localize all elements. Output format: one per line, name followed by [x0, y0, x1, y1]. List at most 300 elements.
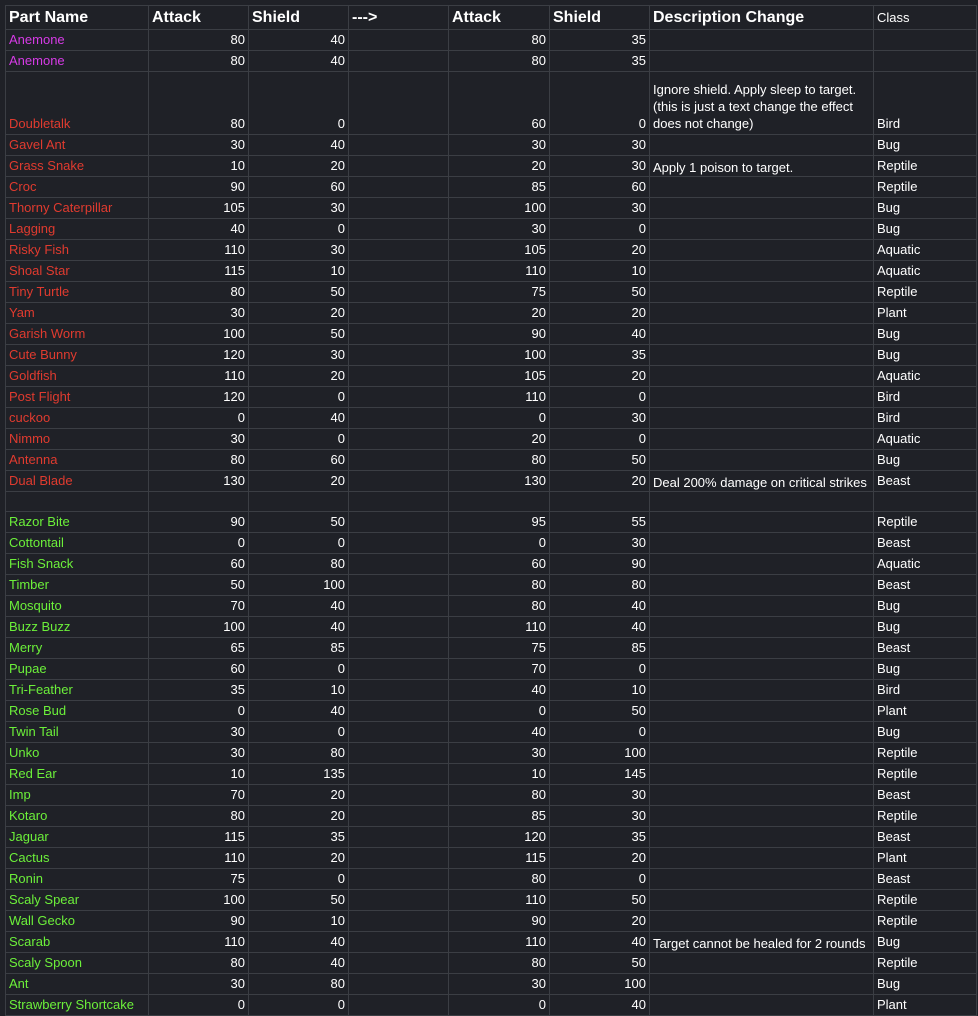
part-name-cell[interactable]: Tri-Feather — [6, 680, 149, 701]
class-cell[interactable]: Bug — [874, 219, 977, 240]
shield-new-cell[interactable]: 55 — [550, 512, 650, 533]
description-cell[interactable] — [650, 554, 874, 575]
shield-old-cell[interactable]: 30 — [249, 240, 349, 261]
arrow-cell[interactable] — [349, 722, 449, 743]
description-cell[interactable] — [650, 575, 874, 596]
attack-old-cell[interactable]: 105 — [149, 198, 249, 219]
part-name-cell[interactable]: Yam — [6, 303, 149, 324]
shield-new-cell[interactable]: 35 — [550, 345, 650, 366]
class-cell[interactable]: Plant — [874, 303, 977, 324]
arrow-cell[interactable] — [349, 72, 449, 135]
class-cell[interactable]: Plant — [874, 848, 977, 869]
arrow-cell[interactable] — [349, 764, 449, 785]
shield-old-cell[interactable]: 85 — [249, 638, 349, 659]
attack-new-cell[interactable]: 80 — [449, 575, 550, 596]
description-cell[interactable] — [650, 848, 874, 869]
attack-old-cell[interactable]: 70 — [149, 785, 249, 806]
part-name-cell[interactable] — [6, 492, 149, 512]
class-cell[interactable]: Plant — [874, 995, 977, 1016]
attack-old-cell[interactable]: 115 — [149, 261, 249, 282]
class-cell[interactable]: Bug — [874, 345, 977, 366]
attack-new-cell[interactable]: 80 — [449, 450, 550, 471]
shield-new-cell[interactable]: 30 — [550, 806, 650, 827]
arrow-cell[interactable] — [349, 680, 449, 701]
class-cell[interactable]: Bug — [874, 974, 977, 995]
part-name-cell[interactable]: Unko — [6, 743, 149, 764]
shield-new-cell[interactable]: 30 — [550, 198, 650, 219]
part-name-cell[interactable]: Tiny Turtle — [6, 282, 149, 303]
shield-new-cell[interactable]: 90 — [550, 554, 650, 575]
part-name-cell[interactable]: Cactus — [6, 848, 149, 869]
shield-old-cell[interactable]: 20 — [249, 471, 349, 492]
attack-old-cell[interactable]: 80 — [149, 806, 249, 827]
attack-new-cell[interactable]: 110 — [449, 617, 550, 638]
shield-new-cell[interactable]: 80 — [550, 575, 650, 596]
arrow-cell[interactable] — [349, 932, 449, 953]
attack-old-cell[interactable]: 0 — [149, 995, 249, 1016]
shield-old-cell[interactable]: 50 — [249, 890, 349, 911]
shield-old-cell[interactable]: 40 — [249, 408, 349, 429]
part-name-cell[interactable]: Rose Bud — [6, 701, 149, 722]
attack-old-cell[interactable]: 60 — [149, 554, 249, 575]
description-cell[interactable] — [650, 785, 874, 806]
header-cell-shield-new[interactable]: Shield — [550, 6, 650, 30]
arrow-cell[interactable] — [349, 177, 449, 198]
shield-old-cell[interactable]: 80 — [249, 974, 349, 995]
attack-new-cell[interactable]: 80 — [449, 785, 550, 806]
class-cell[interactable]: Aquatic — [874, 240, 977, 261]
part-name-cell[interactable]: Shoal Star — [6, 261, 149, 282]
part-name-cell[interactable]: Scaly Spear — [6, 890, 149, 911]
part-name-cell[interactable]: Doubletalk — [6, 72, 149, 135]
arrow-cell[interactable] — [349, 366, 449, 387]
arrow-cell[interactable] — [349, 617, 449, 638]
attack-new-cell[interactable]: 0 — [449, 533, 550, 554]
attack-old-cell[interactable]: 130 — [149, 471, 249, 492]
shield-old-cell[interactable]: 20 — [249, 848, 349, 869]
class-cell[interactable]: Bug — [874, 596, 977, 617]
attack-new-cell[interactable]: 60 — [449, 554, 550, 575]
description-cell[interactable] — [650, 429, 874, 450]
arrow-cell[interactable] — [349, 995, 449, 1016]
attack-old-cell[interactable]: 80 — [149, 72, 249, 135]
shield-new-cell[interactable]: 30 — [550, 156, 650, 177]
description-cell[interactable] — [650, 722, 874, 743]
description-cell[interactable] — [650, 324, 874, 345]
class-cell[interactable]: Reptile — [874, 890, 977, 911]
shield-old-cell[interactable]: 0 — [249, 995, 349, 1016]
shield-new-cell[interactable]: 40 — [550, 324, 650, 345]
part-name-cell[interactable]: Buzz Buzz — [6, 617, 149, 638]
part-name-cell[interactable]: Risky Fish — [6, 240, 149, 261]
description-cell[interactable] — [650, 869, 874, 890]
shield-new-cell[interactable]: 30 — [550, 533, 650, 554]
description-cell[interactable] — [650, 345, 874, 366]
description-cell[interactable]: Ignore shield. Apply sleep to target. (this is just a text change the effect does not change) — [650, 72, 874, 135]
class-cell[interactable] — [874, 492, 977, 512]
shield-old-cell[interactable]: 40 — [249, 617, 349, 638]
shield-new-cell[interactable]: 50 — [550, 282, 650, 303]
shield-old-cell[interactable]: 0 — [249, 429, 349, 450]
part-name-cell[interactable]: Mosquito — [6, 596, 149, 617]
attack-new-cell[interactable]: 90 — [449, 324, 550, 345]
part-name-cell[interactable]: Post Flight — [6, 387, 149, 408]
class-cell[interactable]: Plant — [874, 701, 977, 722]
description-cell[interactable] — [650, 303, 874, 324]
attack-new-cell[interactable]: 10 — [449, 764, 550, 785]
shield-new-cell[interactable]: 40 — [550, 995, 650, 1016]
part-name-cell[interactable]: Scarab — [6, 932, 149, 953]
attack-new-cell[interactable]: 30 — [449, 219, 550, 240]
arrow-cell[interactable] — [349, 890, 449, 911]
class-cell[interactable]: Bird — [874, 387, 977, 408]
shield-old-cell[interactable]: 50 — [249, 512, 349, 533]
part-name-cell[interactable]: Wall Gecko — [6, 911, 149, 932]
arrow-cell[interactable] — [349, 471, 449, 492]
part-name-cell[interactable]: Jaguar — [6, 827, 149, 848]
attack-old-cell[interactable]: 80 — [149, 282, 249, 303]
shield-old-cell[interactable]: 10 — [249, 911, 349, 932]
shield-new-cell[interactable]: 50 — [550, 953, 650, 974]
class-cell[interactable]: Beast — [874, 827, 977, 848]
attack-new-cell[interactable]: 85 — [449, 177, 550, 198]
attack-old-cell[interactable]: 10 — [149, 156, 249, 177]
part-name-cell[interactable]: Lagging — [6, 219, 149, 240]
description-cell[interactable] — [650, 701, 874, 722]
attack-old-cell[interactable]: 0 — [149, 408, 249, 429]
arrow-cell[interactable] — [349, 848, 449, 869]
description-cell[interactable] — [650, 596, 874, 617]
part-name-cell[interactable]: Thorny Caterpillar — [6, 198, 149, 219]
attack-new-cell[interactable]: 95 — [449, 512, 550, 533]
arrow-cell[interactable] — [349, 638, 449, 659]
shield-new-cell[interactable]: 20 — [550, 366, 650, 387]
part-name-cell[interactable]: Garish Worm — [6, 324, 149, 345]
shield-new-cell[interactable]: 0 — [550, 722, 650, 743]
shield-old-cell[interactable]: 0 — [249, 533, 349, 554]
class-cell[interactable]: Reptile — [874, 282, 977, 303]
arrow-cell[interactable] — [349, 387, 449, 408]
shield-new-cell[interactable]: 0 — [550, 869, 650, 890]
arrow-cell[interactable] — [349, 429, 449, 450]
part-name-cell[interactable]: Antenna — [6, 450, 149, 471]
description-cell[interactable] — [650, 51, 874, 72]
attack-new-cell[interactable]: 70 — [449, 659, 550, 680]
class-cell[interactable]: Beast — [874, 638, 977, 659]
header-cell-part-name[interactable]: Part Name — [6, 6, 149, 30]
attack-old-cell[interactable]: 110 — [149, 240, 249, 261]
shield-new-cell[interactable]: 30 — [550, 408, 650, 429]
attack-new-cell[interactable]: 0 — [449, 701, 550, 722]
header-cell-description-change[interactable]: Description Change — [650, 6, 874, 30]
arrow-cell[interactable] — [349, 953, 449, 974]
header-cell-class[interactable]: Class — [874, 6, 977, 30]
shield-new-cell[interactable]: 0 — [550, 429, 650, 450]
shield-new-cell[interactable]: 0 — [550, 387, 650, 408]
attack-old-cell[interactable]: 30 — [149, 135, 249, 156]
attack-old-cell[interactable]: 30 — [149, 303, 249, 324]
attack-new-cell[interactable]: 20 — [449, 429, 550, 450]
class-cell[interactable]: Bug — [874, 450, 977, 471]
attack-new-cell[interactable]: 20 — [449, 156, 550, 177]
description-cell[interactable] — [650, 366, 874, 387]
description-cell[interactable] — [650, 240, 874, 261]
shield-new-cell[interactable]: 30 — [550, 785, 650, 806]
attack-old-cell[interactable]: 100 — [149, 890, 249, 911]
description-cell[interactable] — [650, 282, 874, 303]
attack-old-cell[interactable]: 110 — [149, 848, 249, 869]
shield-new-cell[interactable]: 20 — [550, 848, 650, 869]
arrow-cell[interactable] — [349, 554, 449, 575]
part-name-cell[interactable]: Kotaro — [6, 806, 149, 827]
shield-new-cell[interactable]: 50 — [550, 701, 650, 722]
description-cell[interactable] — [650, 806, 874, 827]
class-cell[interactable]: Beast — [874, 785, 977, 806]
shield-old-cell[interactable]: 100 — [249, 575, 349, 596]
arrow-cell[interactable] — [349, 408, 449, 429]
class-cell[interactable]: Beast — [874, 575, 977, 596]
shield-old-cell[interactable] — [249, 492, 349, 512]
attack-old-cell[interactable]: 80 — [149, 30, 249, 51]
attack-old-cell[interactable]: 75 — [149, 869, 249, 890]
part-name-cell[interactable]: Scaly Spoon — [6, 953, 149, 974]
class-cell[interactable]: Bug — [874, 198, 977, 219]
attack-old-cell[interactable]: 30 — [149, 974, 249, 995]
part-name-cell[interactable]: cuckoo — [6, 408, 149, 429]
part-name-cell[interactable]: Nimmo — [6, 429, 149, 450]
class-cell[interactable]: Beast — [874, 533, 977, 554]
shield-new-cell[interactable]: 60 — [550, 177, 650, 198]
attack-new-cell[interactable]: 115 — [449, 848, 550, 869]
arrow-cell[interactable] — [349, 806, 449, 827]
description-cell[interactable] — [650, 827, 874, 848]
class-cell[interactable]: Bird — [874, 408, 977, 429]
shield-new-cell[interactable]: 0 — [550, 659, 650, 680]
attack-old-cell[interactable] — [149, 492, 249, 512]
class-cell[interactable]: Aquatic — [874, 261, 977, 282]
attack-old-cell[interactable]: 50 — [149, 575, 249, 596]
shield-old-cell[interactable]: 40 — [249, 51, 349, 72]
attack-old-cell[interactable]: 0 — [149, 533, 249, 554]
description-cell[interactable] — [650, 261, 874, 282]
description-cell[interactable] — [650, 911, 874, 932]
attack-new-cell[interactable]: 110 — [449, 890, 550, 911]
arrow-cell[interactable] — [349, 135, 449, 156]
class-cell[interactable]: Bug — [874, 932, 977, 953]
class-cell[interactable]: Bug — [874, 617, 977, 638]
attack-old-cell[interactable]: 100 — [149, 617, 249, 638]
class-cell[interactable] — [874, 51, 977, 72]
attack-new-cell[interactable]: 105 — [449, 366, 550, 387]
attack-new-cell[interactable]: 60 — [449, 72, 550, 135]
shield-new-cell[interactable]: 20 — [550, 471, 650, 492]
part-name-cell[interactable]: Ant — [6, 974, 149, 995]
description-cell[interactable] — [650, 177, 874, 198]
class-cell[interactable]: Aquatic — [874, 366, 977, 387]
part-name-cell[interactable]: Pupae — [6, 659, 149, 680]
shield-old-cell[interactable]: 135 — [249, 764, 349, 785]
arrow-cell[interactable] — [349, 261, 449, 282]
arrow-cell[interactable] — [349, 492, 449, 512]
shield-new-cell[interactable]: 35 — [550, 51, 650, 72]
shield-old-cell[interactable]: 50 — [249, 324, 349, 345]
class-cell[interactable]: Reptile — [874, 177, 977, 198]
attack-new-cell[interactable]: 30 — [449, 743, 550, 764]
class-cell[interactable]: Bird — [874, 680, 977, 701]
description-cell[interactable] — [650, 974, 874, 995]
shield-new-cell[interactable]: 100 — [550, 974, 650, 995]
shield-old-cell[interactable]: 40 — [249, 135, 349, 156]
shield-old-cell[interactable]: 40 — [249, 596, 349, 617]
part-name-cell[interactable]: Goldfish — [6, 366, 149, 387]
shield-old-cell[interactable]: 40 — [249, 932, 349, 953]
class-cell[interactable]: Bug — [874, 659, 977, 680]
shield-new-cell[interactable]: 20 — [550, 240, 650, 261]
description-cell[interactable] — [650, 30, 874, 51]
shield-new-cell[interactable]: 100 — [550, 743, 650, 764]
description-cell[interactable] — [650, 995, 874, 1016]
header-cell-attack-new[interactable]: Attack — [449, 6, 550, 30]
shield-old-cell[interactable]: 80 — [249, 554, 349, 575]
description-cell[interactable] — [650, 135, 874, 156]
arrow-cell[interactable] — [349, 911, 449, 932]
arrow-cell[interactable] — [349, 51, 449, 72]
shield-old-cell[interactable]: 30 — [249, 345, 349, 366]
part-name-cell[interactable]: Twin Tail — [6, 722, 149, 743]
attack-old-cell[interactable]: 30 — [149, 743, 249, 764]
attack-new-cell[interactable]: 80 — [449, 30, 550, 51]
arrow-cell[interactable] — [349, 324, 449, 345]
description-cell[interactable]: Apply 1 poison to target. — [650, 156, 874, 177]
part-name-cell[interactable]: Fish Snack — [6, 554, 149, 575]
shield-old-cell[interactable]: 50 — [249, 282, 349, 303]
class-cell[interactable]: Reptile — [874, 806, 977, 827]
attack-new-cell[interactable]: 75 — [449, 282, 550, 303]
class-cell[interactable]: Reptile — [874, 156, 977, 177]
description-cell[interactable] — [650, 659, 874, 680]
shield-new-cell[interactable]: 145 — [550, 764, 650, 785]
attack-old-cell[interactable]: 70 — [149, 596, 249, 617]
attack-old-cell[interactable]: 30 — [149, 429, 249, 450]
description-cell[interactable] — [650, 533, 874, 554]
attack-old-cell[interactable]: 110 — [149, 366, 249, 387]
attack-new-cell[interactable]: 85 — [449, 806, 550, 827]
shield-new-cell[interactable]: 40 — [550, 932, 650, 953]
description-cell[interactable] — [650, 680, 874, 701]
attack-old-cell[interactable]: 120 — [149, 387, 249, 408]
shield-old-cell[interactable]: 20 — [249, 366, 349, 387]
attack-old-cell[interactable]: 90 — [149, 512, 249, 533]
part-name-cell[interactable]: Cute Bunny — [6, 345, 149, 366]
shield-new-cell[interactable] — [550, 492, 650, 512]
shield-new-cell[interactable]: 0 — [550, 72, 650, 135]
arrow-cell[interactable] — [349, 974, 449, 995]
attack-new-cell[interactable]: 40 — [449, 680, 550, 701]
class-cell[interactable]: Beast — [874, 471, 977, 492]
arrow-cell[interactable] — [349, 240, 449, 261]
attack-old-cell[interactable]: 90 — [149, 177, 249, 198]
arrow-cell[interactable] — [349, 198, 449, 219]
shield-old-cell[interactable]: 10 — [249, 261, 349, 282]
arrow-cell[interactable] — [349, 596, 449, 617]
attack-new-cell[interactable]: 110 — [449, 261, 550, 282]
attack-old-cell[interactable]: 0 — [149, 701, 249, 722]
part-name-cell[interactable]: Razor Bite — [6, 512, 149, 533]
part-name-cell[interactable]: Dual Blade — [6, 471, 149, 492]
shield-new-cell[interactable]: 40 — [550, 617, 650, 638]
attack-old-cell[interactable]: 10 — [149, 764, 249, 785]
shield-new-cell[interactable]: 40 — [550, 596, 650, 617]
class-cell[interactable]: Reptile — [874, 764, 977, 785]
shield-old-cell[interactable]: 20 — [249, 303, 349, 324]
shield-old-cell[interactable]: 0 — [249, 722, 349, 743]
attack-old-cell[interactable]: 60 — [149, 659, 249, 680]
class-cell[interactable]: Aquatic — [874, 429, 977, 450]
description-cell[interactable] — [650, 408, 874, 429]
arrow-cell[interactable] — [349, 743, 449, 764]
header-cell-shield-old[interactable]: Shield — [249, 6, 349, 30]
part-name-cell[interactable]: Grass Snake — [6, 156, 149, 177]
shield-old-cell[interactable]: 40 — [249, 953, 349, 974]
shield-new-cell[interactable]: 30 — [550, 135, 650, 156]
shield-old-cell[interactable]: 35 — [249, 827, 349, 848]
shield-new-cell[interactable]: 10 — [550, 261, 650, 282]
class-cell[interactable]: Reptile — [874, 512, 977, 533]
attack-new-cell[interactable]: 80 — [449, 51, 550, 72]
arrow-cell[interactable] — [349, 659, 449, 680]
arrow-cell[interactable] — [349, 303, 449, 324]
part-name-cell[interactable]: Ronin — [6, 869, 149, 890]
shield-new-cell[interactable]: 50 — [550, 450, 650, 471]
attack-old-cell[interactable]: 120 — [149, 345, 249, 366]
shield-old-cell[interactable]: 0 — [249, 387, 349, 408]
attack-new-cell[interactable]: 75 — [449, 638, 550, 659]
shield-old-cell[interactable]: 20 — [249, 785, 349, 806]
arrow-cell[interactable] — [349, 219, 449, 240]
arrow-cell[interactable] — [349, 575, 449, 596]
description-cell[interactable] — [650, 219, 874, 240]
arrow-cell[interactable] — [349, 512, 449, 533]
arrow-cell[interactable] — [349, 156, 449, 177]
arrow-cell[interactable] — [349, 869, 449, 890]
attack-new-cell[interactable]: 30 — [449, 135, 550, 156]
shield-old-cell[interactable]: 10 — [249, 680, 349, 701]
attack-old-cell[interactable]: 30 — [149, 722, 249, 743]
attack-old-cell[interactable]: 80 — [149, 450, 249, 471]
description-cell[interactable] — [650, 638, 874, 659]
shield-old-cell[interactable]: 40 — [249, 30, 349, 51]
description-cell[interactable]: Target cannot be healed for 2 rounds — [650, 932, 874, 953]
attack-new-cell[interactable]: 100 — [449, 345, 550, 366]
attack-new-cell[interactable]: 120 — [449, 827, 550, 848]
attack-old-cell[interactable]: 40 — [149, 219, 249, 240]
shield-old-cell[interactable]: 20 — [249, 806, 349, 827]
shield-old-cell[interactable]: 0 — [249, 659, 349, 680]
attack-old-cell[interactable]: 80 — [149, 51, 249, 72]
part-name-cell[interactable]: Imp — [6, 785, 149, 806]
description-cell[interactable] — [650, 198, 874, 219]
attack-new-cell[interactable]: 100 — [449, 198, 550, 219]
part-name-cell[interactable]: Anemone — [6, 51, 149, 72]
attack-new-cell[interactable]: 90 — [449, 911, 550, 932]
shield-new-cell[interactable]: 85 — [550, 638, 650, 659]
class-cell[interactable]: Bird — [874, 72, 977, 135]
attack-new-cell[interactable]: 40 — [449, 722, 550, 743]
attack-old-cell[interactable]: 80 — [149, 953, 249, 974]
arrow-cell[interactable] — [349, 450, 449, 471]
attack-new-cell[interactable]: 0 — [449, 995, 550, 1016]
part-name-cell[interactable]: Merry — [6, 638, 149, 659]
